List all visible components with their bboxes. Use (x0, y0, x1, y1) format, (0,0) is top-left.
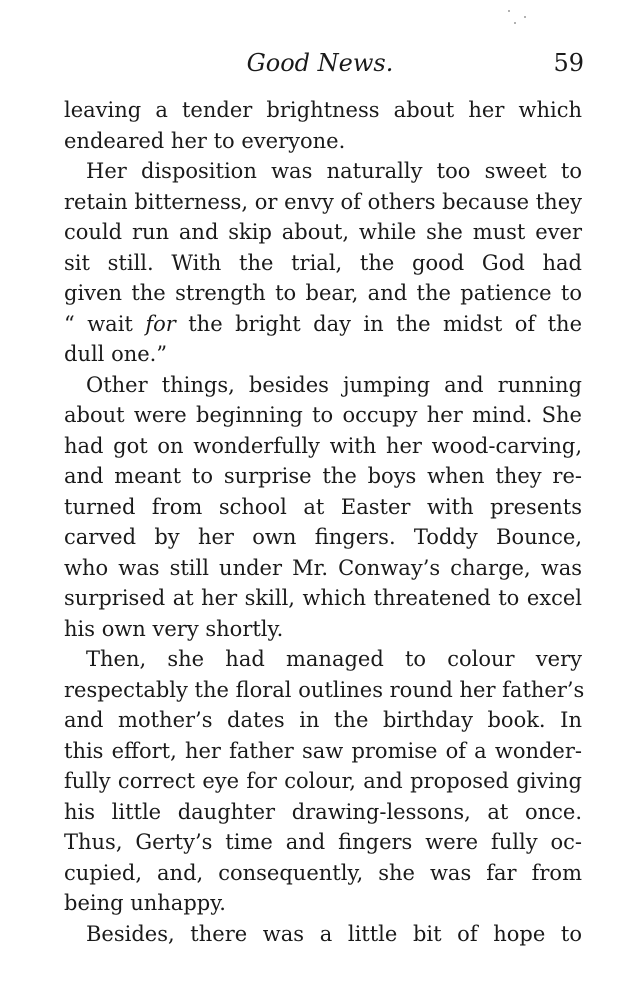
text-line: could run and skip about, while she must ever (64, 220, 582, 244)
text-line: respectably the floral outlines round her father’s (64, 677, 585, 702)
text-line: fully correct eye for colour, and proposed giving (64, 769, 582, 793)
text-line: turned from school at Easter with presents (64, 494, 582, 519)
text-line: Then, she had managed to colour very (86, 647, 582, 671)
text-line: about were beginning to occupy her mind. She (64, 403, 582, 427)
text-line: endeared her to everyone. (64, 128, 346, 153)
page-number: 59 (553, 49, 584, 77)
emphasized-word: for (145, 311, 176, 336)
text-line: his own very shortly. (64, 616, 284, 641)
text-line: carved by her own fingers. Toddy Bounce, (64, 525, 582, 549)
text-line: Thus, Gerty’s time and fingers were fully oc- (64, 830, 582, 854)
text-line: this effort, her father saw promise of a wonder- (64, 738, 582, 763)
paper-speck (508, 10, 510, 12)
text-line: “ wait for the bright day in the midst of the (64, 311, 582, 336)
text-line: Besides, there was a little bit of hope to (86, 921, 582, 946)
text-line: and mother’s dates in the birthday book. In (64, 708, 582, 732)
text-line: leaving a tender brightness about her which (64, 98, 582, 122)
text-line: Other things, besides jumping and running (86, 372, 582, 397)
text-line: Her disposition was naturally too sweet to (86, 159, 582, 183)
paper-speck (514, 22, 516, 24)
text-line: cupied, and, consequently, she was far from (64, 860, 582, 885)
text-line: given the strength to bear, and the patience to (64, 281, 582, 305)
body-text (64, 95, 585, 949)
text-line: had got on wonderfully with her wood-carving, (64, 433, 582, 458)
text-line: retain bitterness, or envy of others because they (64, 189, 582, 214)
text-line: who was still under Mr. Conway’s charge, was (64, 555, 582, 580)
running-title: Good News. (246, 49, 394, 77)
page-header (56, 48, 584, 80)
text-line: surprised at her skill, which threatened to excel (64, 586, 582, 610)
text-line: being unhappy. (64, 891, 226, 915)
text-line: and meant to surprise the boys when they re- (64, 464, 582, 488)
text-line: sit still. With the trial, the good God had (64, 250, 582, 275)
paper-speck (524, 16, 526, 18)
text-line: dull one.” (64, 342, 168, 366)
text-line: his little daughter drawing-lessons, at once. (64, 799, 582, 824)
